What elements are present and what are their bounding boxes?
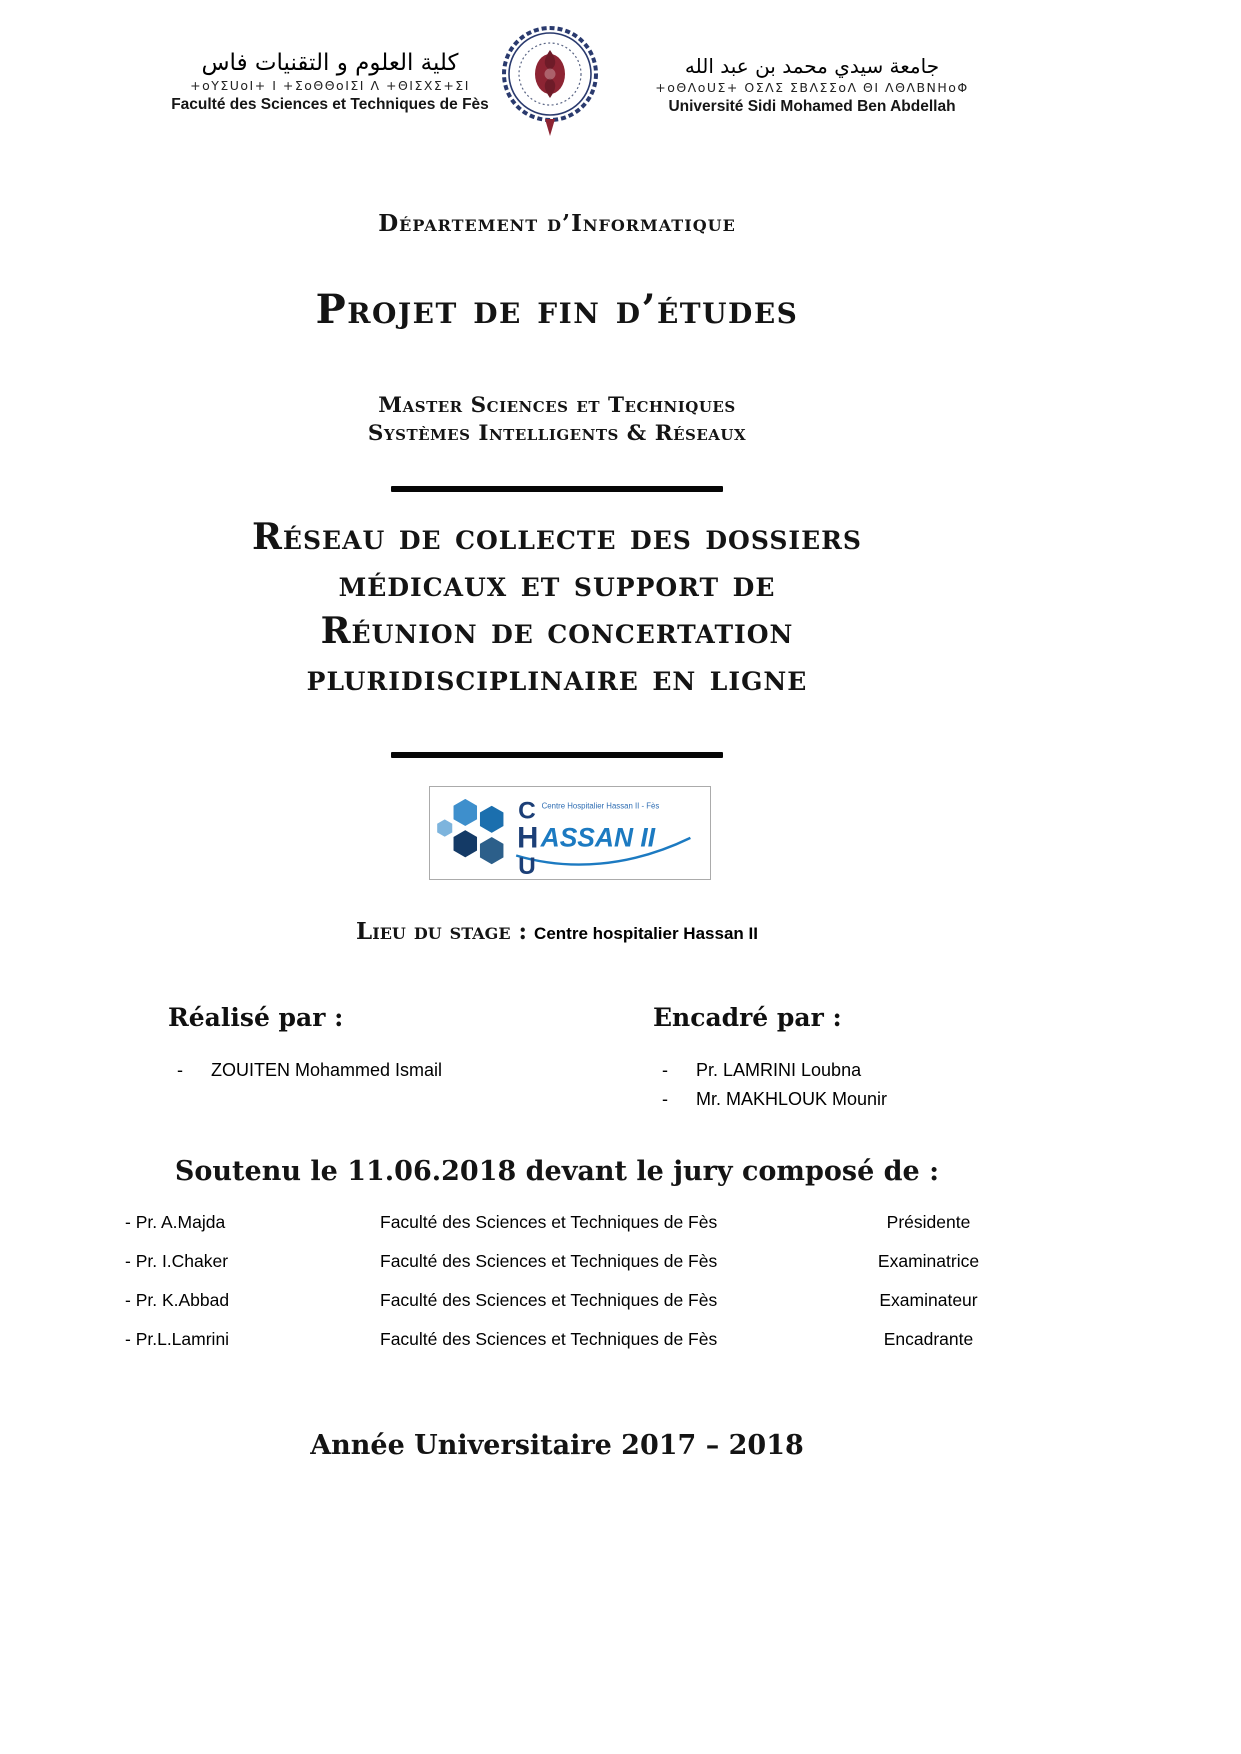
jury-row xyxy=(125,1212,1007,1233)
department-title: Département d’Informatique xyxy=(378,210,736,237)
thesis-line4: pluridisciplinaire en ligne xyxy=(306,657,808,699)
master-line1: Master Sciences et Techniques xyxy=(378,393,736,418)
university-header-block xyxy=(610,55,1014,116)
bullet-dash: - xyxy=(662,1089,668,1109)
realise-par-items xyxy=(168,1056,442,1085)
jury-member-name: - Pr. I.Chaker xyxy=(125,1251,229,1271)
jury-member-role: Présidente xyxy=(886,1212,971,1232)
author-item xyxy=(177,1056,442,1085)
encadre-par-block xyxy=(653,1003,887,1114)
university-name-french: Université Sidi Mohamed Ben Abdellah xyxy=(668,98,956,115)
jury-member-name: - Pr.L.Lamrini xyxy=(125,1329,230,1349)
jury-row xyxy=(125,1290,1007,1311)
project-title: Projet de fin d’études xyxy=(315,286,799,333)
bullet-dash: - xyxy=(177,1060,183,1080)
jury-row xyxy=(125,1251,1007,1272)
faculty-name-arabic: كلية العلوم و التقنيات فاس xyxy=(201,50,459,76)
jury-member-institution: Faculté des Sciences et Techniques de Fès xyxy=(380,1212,718,1232)
jury-member-name: - Pr. K.Abbad xyxy=(125,1290,230,1310)
jury-member-role: Examinatrice xyxy=(877,1251,980,1271)
divider-bottom xyxy=(0,752,1114,758)
university-seal-icon xyxy=(500,20,600,144)
jury-member-institution: Faculté des Sciences et Techniques de Fès xyxy=(380,1290,718,1310)
jury-member-institution: Faculté des Sciences et Techniques de Fès xyxy=(380,1329,718,1349)
divider-top xyxy=(0,486,1114,492)
encadre-par-items xyxy=(653,1056,887,1114)
jury-heading: Soutenu le 11.06.2018 devant le jury composé de : xyxy=(174,1156,940,1187)
jury-member-name: - Pr. A.Majda xyxy=(125,1212,226,1232)
faculty-name-tifinagh: +oYΣUoI+ I +ΣoΘΘoIΣI Λ +ΘIΣXΣ+ΣI xyxy=(190,78,470,94)
internship-location-line xyxy=(0,918,1114,945)
stage-label: Lieu du stage : xyxy=(356,918,528,945)
thesis-line1: Réseau de collecte des dossiers xyxy=(252,516,862,558)
jury-member-institution: Faculté des Sciences et Techniques de Fès xyxy=(380,1251,718,1271)
thesis-line3: Réunion de concertation xyxy=(320,610,794,652)
chu-hassan-text: ASSAN II xyxy=(540,822,656,853)
university-name-arabic: جامعة سيدي محمد بن عبد الله xyxy=(684,54,940,78)
chu-letter-h: H xyxy=(517,821,539,855)
jury-table xyxy=(125,1212,1007,1368)
university-seal-svg xyxy=(500,20,600,144)
realise-par-label: Réalisé par : xyxy=(168,1003,344,1032)
chu-hassan-ii-logo-svg xyxy=(430,787,710,879)
stage-value: Centre hospitalier Hassan II xyxy=(534,924,758,943)
thesis-line2: médicaux et support de xyxy=(338,563,776,605)
master-line2: Systèmes Intelligents & Réseaux xyxy=(367,421,747,447)
encadre-par-label: Encadré par : xyxy=(653,1003,842,1032)
chu-letter-c: C xyxy=(518,797,536,825)
academic-year: Année Universitaire 2017 – 2018 xyxy=(310,1430,804,1461)
chu-letter-u: U xyxy=(518,853,536,879)
supervisor-name: Pr. LAMRINI Loubna xyxy=(696,1060,862,1080)
thesis-title xyxy=(0,514,1114,702)
chu-subtitle-text: Centre Hospitalier Hassan II - Fès xyxy=(541,801,660,811)
university-name-tifinagh: +oΘΛoUΣ+ OΣΛΣ ΣΒΛΣΣoΛ ΘI ΛΘΛΒΝΗoΦ xyxy=(655,80,969,95)
realise-par-block xyxy=(168,1003,442,1085)
master-program-title xyxy=(0,392,1114,449)
author-name: ZOUITEN Mohammed Ismail xyxy=(211,1060,443,1080)
faculty-name-french: Faculté des Sciences et Techniques de Fès xyxy=(171,96,489,114)
supervisor-name: Mr. MAKHLOUK Mounir xyxy=(696,1089,888,1109)
jury-member-role: Encadrante xyxy=(883,1329,974,1349)
jury-row xyxy=(125,1329,1007,1350)
chu-hassan-ii-logo xyxy=(429,786,711,880)
supervisor-item xyxy=(662,1085,887,1114)
jury-member-role: Examinateur xyxy=(879,1290,978,1310)
faculty-header-block xyxy=(148,50,512,114)
supervisor-item xyxy=(662,1056,887,1085)
bullet-dash: - xyxy=(662,1060,668,1080)
